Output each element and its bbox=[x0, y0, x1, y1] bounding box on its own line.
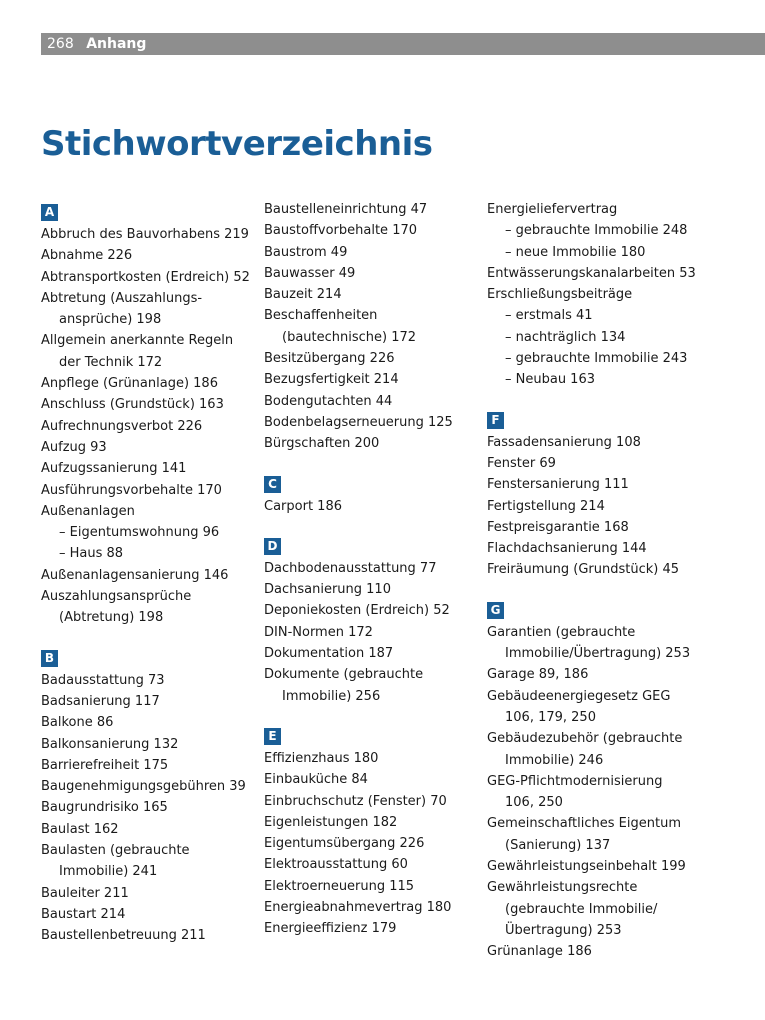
index-entry: Allgemein anerkannte Regeln bbox=[41, 333, 234, 349]
index-entry: Eigentumsübergang 226 bbox=[264, 836, 425, 852]
index-entry: – gebrauchte Immobilie 248 bbox=[505, 223, 688, 239]
index-entry: Fenstersanierung 111 bbox=[487, 477, 629, 493]
index-entry: 106, 179, 250 bbox=[505, 709, 596, 725]
index-group bbox=[487, 597, 752, 963]
index-entry: Baustart 214 bbox=[41, 906, 126, 922]
index-entry: Auszahlungsansprüche bbox=[41, 589, 192, 605]
index-entry: Baustelleneinrichtung 47 bbox=[264, 202, 428, 217]
index-entry: Einbauküche 84 bbox=[264, 772, 368, 788]
index-entry: Garage 89, 186 bbox=[487, 667, 589, 683]
index-entry: Energieliefervertrag bbox=[487, 202, 618, 217]
page-number: 268 bbox=[47, 36, 74, 52]
index-entry: Baugenehmigungsgebühren 39 bbox=[41, 779, 246, 795]
index-entry: Immobilie) 246 bbox=[505, 752, 604, 768]
index-entry: Fenster 69 bbox=[487, 455, 556, 471]
index-entry: Abtretung (Auszahlungs- bbox=[41, 290, 203, 306]
index-entry: Energieabnahmevertrag 180 bbox=[264, 900, 452, 916]
index-entry: Energieeffizienz 179 bbox=[264, 921, 397, 937]
index-entry: Außenanlagensanierung 146 bbox=[41, 567, 229, 583]
index-entry: Grünanlage 186 bbox=[487, 944, 592, 960]
index-entry: Ausführungsvorbehalte 170 bbox=[41, 482, 222, 498]
index-entry: 106, 250 bbox=[505, 795, 563, 811]
index-entry: Freiräumung (Grundstück) 45 bbox=[487, 562, 680, 578]
index-entry: – erstmals 41 bbox=[505, 308, 593, 324]
index-entry: Bauzeit 214 bbox=[264, 287, 342, 303]
index-group bbox=[264, 723, 479, 940]
index-entry: Badsanierung 117 bbox=[41, 693, 160, 709]
index-entry: Einbruchschutz (Fenster) 70 bbox=[264, 793, 447, 809]
index-entry: Dokumentation 187 bbox=[264, 646, 394, 662]
index-entry: – Haus 88 bbox=[59, 546, 124, 562]
index-group bbox=[264, 471, 479, 517]
letter-heading: D bbox=[264, 538, 281, 555]
index-entry: Gebäudeenergiegesetz GEG bbox=[487, 688, 671, 704]
index-entry: Fertigstellung 214 bbox=[487, 498, 605, 514]
index-entry: DIN-Normen 172 bbox=[264, 624, 373, 640]
index-entry: Effizienzhaus 180 bbox=[264, 750, 379, 766]
index-group bbox=[41, 199, 256, 629]
index-entry: Gemeinschaftliches Eigentum bbox=[487, 816, 681, 832]
index-entry: der Technik 172 bbox=[59, 354, 163, 370]
index-entry: Bauleiter 211 bbox=[41, 885, 129, 901]
index-group bbox=[487, 199, 752, 391]
index-entry: (gebrauchte Immobilie/ bbox=[505, 901, 658, 917]
index-entry: Barrierefreiheit 175 bbox=[41, 757, 169, 773]
index-entry: Aufrechnungsverbot 226 bbox=[41, 418, 203, 434]
letter-heading: C bbox=[264, 476, 281, 493]
index-entry: Baustellenbetreuung 211 bbox=[41, 928, 206, 944]
index-group bbox=[41, 645, 256, 947]
index-group bbox=[264, 533, 479, 707]
index-entry: (Sanierung) 137 bbox=[505, 837, 611, 853]
index-entry: Bauwasser 49 bbox=[264, 265, 356, 281]
index-entry: Bodenbelagserneuerung 125 bbox=[264, 414, 453, 430]
index-entry: Entwässerungskanalarbeiten 53 bbox=[487, 265, 696, 281]
index-entry: Anschluss (Grundstück) 163 bbox=[41, 397, 224, 413]
index-entry: Flachdachsanierung 144 bbox=[487, 541, 647, 557]
index-entry: Garantien (gebrauchte bbox=[487, 624, 636, 640]
index-entry: Aufzug 93 bbox=[41, 439, 107, 455]
index-entry: Elektroausstattung 60 bbox=[264, 857, 408, 873]
index-entry: Übertragung) 253 bbox=[505, 922, 622, 938]
index-entry: Bezugsfertigkeit 214 bbox=[264, 372, 399, 388]
index-column-3 bbox=[487, 199, 752, 979]
index-entry: Abtransportkosten (Erdreich) 52 bbox=[41, 269, 250, 285]
index-group bbox=[264, 199, 479, 455]
index-entry: Eigenleistungen 182 bbox=[264, 814, 398, 830]
letter-heading: F bbox=[487, 412, 504, 429]
index-entry: Deponiekosten (Erdreich) 52 bbox=[264, 603, 450, 619]
index-entry: Gebäudezubehör (gebrauchte bbox=[487, 731, 683, 747]
index-entry: Balkone 86 bbox=[41, 715, 114, 731]
letter-heading: E bbox=[264, 728, 281, 745]
index-entry: Gewährleistungsrechte bbox=[487, 880, 638, 896]
index-entry: (Abtretung) 198 bbox=[59, 610, 164, 626]
index-entry: – neue Immobilie 180 bbox=[505, 244, 646, 260]
index-entry: Festpreisgarantie 168 bbox=[487, 519, 629, 535]
index-entry: Dokumente (gebrauchte bbox=[264, 667, 424, 683]
index-entry: Dachbodenausstattung 77 bbox=[264, 560, 437, 576]
index-entry: Baugrundrisiko 165 bbox=[41, 800, 168, 816]
index-entry: Balkonsanierung 132 bbox=[41, 736, 179, 752]
index-entry: Dachsanierung 110 bbox=[264, 582, 391, 598]
index-entry: Badausstattung 73 bbox=[41, 672, 165, 688]
index-entry: – Neubau 163 bbox=[505, 372, 595, 388]
index-entry: Baulast 162 bbox=[41, 821, 119, 837]
index-entry: Beschaffenheiten bbox=[264, 308, 378, 324]
index-entry: GEG-Pflichtmodernisierung bbox=[487, 773, 663, 789]
index-entry: Carport 186 bbox=[264, 498, 342, 514]
page-title: Stichwortverzeichnis bbox=[41, 124, 433, 164]
index-entry: Gewährleistungseinbehalt 199 bbox=[487, 859, 686, 875]
letter-heading: A bbox=[41, 204, 58, 221]
index-entry: Immobilie) 241 bbox=[59, 864, 158, 880]
index-entry: Baulasten (gebrauchte bbox=[41, 843, 190, 859]
index-entry: Erschließungsbeiträge bbox=[487, 287, 633, 303]
letter-heading: B bbox=[41, 650, 58, 667]
index-group bbox=[487, 407, 752, 581]
index-entry: Abbruch des Bauvorhabens 219 bbox=[41, 227, 249, 242]
index-entry: (bautechnische) 172 bbox=[282, 329, 417, 345]
running-header bbox=[41, 33, 765, 55]
index-entry: Elektroerneuerung 115 bbox=[264, 878, 415, 894]
index-entry: Besitzübergang 226 bbox=[264, 351, 395, 367]
index-entry: Bodengutachten 44 bbox=[264, 393, 393, 409]
index-entry: Bürgschaften 200 bbox=[264, 436, 380, 452]
index-entry: Abnahme 226 bbox=[41, 248, 133, 264]
index-column-2 bbox=[264, 199, 479, 956]
index-entry: Aufzugssanierung 141 bbox=[41, 461, 187, 477]
index-entry: Außenanlagen bbox=[41, 503, 135, 519]
index-entry: Immobilie) 256 bbox=[282, 688, 381, 704]
index-entry: Baustrom 49 bbox=[264, 244, 348, 260]
index-column-1 bbox=[41, 199, 256, 963]
index-entry: – Eigentumswohnung 96 bbox=[59, 525, 220, 541]
index-entry: – nachträglich 134 bbox=[505, 329, 626, 345]
index-entry: – gebrauchte Immobilie 243 bbox=[505, 351, 688, 367]
letter-heading: G bbox=[487, 602, 504, 619]
index-entry: Fassadensanierung 108 bbox=[487, 434, 641, 450]
index-entry: Anpflege (Grünanlage) 186 bbox=[41, 376, 218, 392]
index-entry: Immobilie/Übertragung) 253 bbox=[505, 646, 691, 662]
index-entry: Baustoffvorbehalte 170 bbox=[264, 223, 418, 239]
section-title: Anhang bbox=[86, 36, 147, 52]
index-entry: ansprüche) 198 bbox=[59, 312, 162, 328]
